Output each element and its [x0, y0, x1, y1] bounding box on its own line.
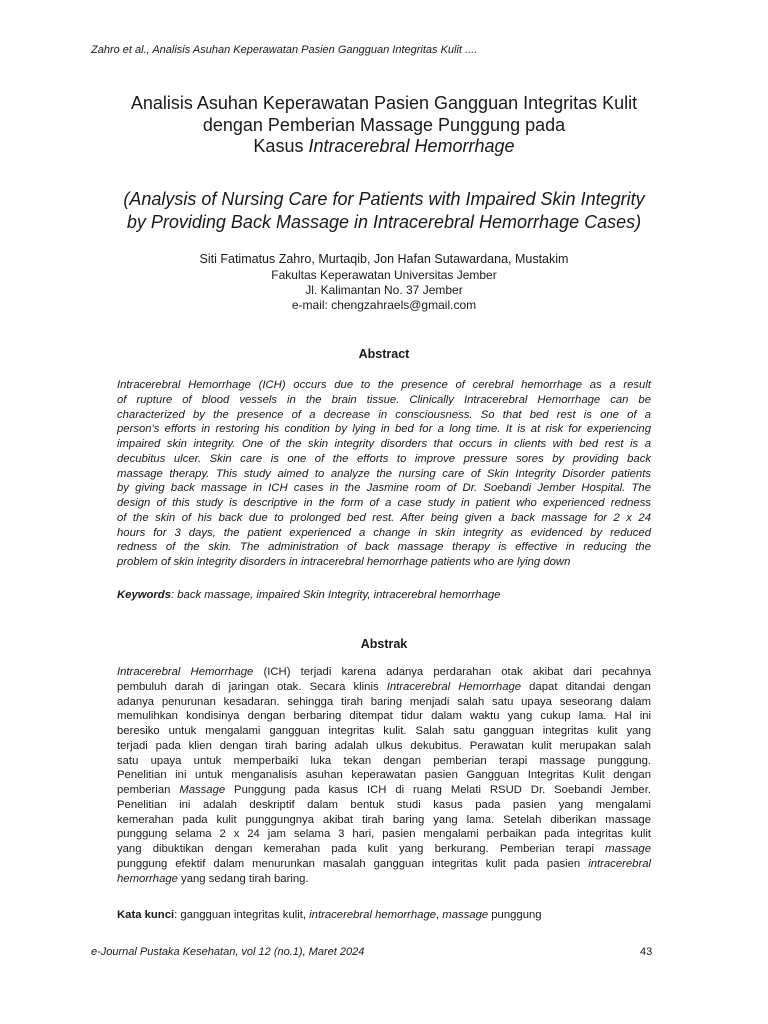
- title-text: Kasus: [253, 136, 309, 156]
- abstract-line: [117, 680, 651, 695]
- affiliation-faculty: Fakultas Keperawatan Universitas Jember: [271, 268, 497, 282]
- abstract-line: decubitus ulcer. Skin care is one of the efforts to improve pressure sores by providing back: [117, 452, 651, 465]
- abstract-english: [117, 378, 651, 570]
- abstract-line: memulihkan kondisinya dengan berbaring ditempat tidur dalam waktu yang cukup lama. Hal ini: [117, 710, 651, 723]
- abstract-line: person's efforts in restoring his condition by lying in bed for a long time. It is at risk for experiencing: [117, 423, 651, 436]
- abstract-line: [117, 783, 651, 798]
- text: ,: [436, 909, 443, 921]
- abstract-indonesian: [117, 665, 651, 886]
- abstract-line: characterized by the presence of a decrease in consciousness. So that bed rest is one of a: [117, 408, 651, 421]
- abstract-line: of rupture of blood vessels in the brain tissue. Clinically Intracerebral Hemorrhage can be: [117, 393, 651, 406]
- abstract-line: Penelitian ini untuk menganalisis asuhan keperawatan pasien Gangguan Integritas Kulit dengan: [117, 769, 651, 782]
- abstract-line: [117, 857, 651, 872]
- abstrak-heading: Abstrak: [360, 637, 408, 651]
- text: punggung: [488, 909, 542, 921]
- abstract-line: satu upaya untuk memperbaiki luka tekan dengan pemberian terapi massage punggung.: [117, 754, 651, 767]
- abstract-line: [117, 872, 651, 887]
- abstract-line: hours for 3 days, the patient experienced a change in skin integrity as evidenced by reduced: [117, 526, 651, 539]
- text: pembuluh darah di jaringan otak. Secara klinis: [117, 680, 387, 693]
- title-line: [40, 136, 728, 158]
- keywords-text: : back massage, impaired Skin Integrity, intracerebral hemorrhage: [171, 589, 501, 601]
- affiliation-email: e-mail: chengzahraels@gmail.com: [291, 298, 477, 312]
- text: yang dibuktikan dengan kemerahan pada kulit yang berkurang. Pemberian terapi: [117, 843, 606, 855]
- title-line: Analisis Asuhan Keperawatan Pasien Gangguan Integritas Kulit: [130, 93, 638, 113]
- abstract-heading: Abstract: [358, 347, 410, 361]
- title-line: by Providing Back Massage in Intracerebral Hemorrhage Cases): [126, 212, 642, 232]
- title-line: dengan Pemberian Massage Punggung pada: [202, 114, 566, 135]
- abstract-line: of the skin of his back due to prolonged bed rest. After being given a back massage for 2 x 24: [117, 511, 651, 524]
- text: yang sedang tirah baring.: [177, 872, 309, 885]
- keywords: [117, 588, 651, 602]
- text: punggung efektif dalam menurunkan masalah gangguan integritas kulit pada pasien: [117, 857, 589, 870]
- author-list: Siti Fatimatus Zahro, Murtaqib, Jon Hafan Sutawardana, Mustakim: [199, 252, 569, 266]
- title-line: (Analysis of Nursing Care for Patients with Impaired Skin Integrity: [123, 189, 645, 209]
- italic-term: Intracerebral Hemorrhage: [117, 666, 254, 678]
- kata-kunci: [117, 908, 651, 922]
- abstract-line: problem of skin integrity disorders in intracerebral hemorrhage patients who are lying down: [117, 556, 571, 568]
- italic-term: Massage: [179, 784, 226, 796]
- italic-term: intracerebral hemorrhage: [309, 909, 437, 921]
- abstract-line: design of this study is descriptive in the form of a case study in patient who experienced redness: [117, 497, 651, 509]
- text: dapat ditandai dengan: [521, 680, 651, 693]
- italic-term: hemorrhage: [117, 872, 178, 885]
- abstract-line: kemerahan pada kulit punggungnya akibat tirah baring yang lama. Setelah diberikan massage: [117, 813, 651, 826]
- text: Punggung pada kasus ICH di ruang Melati RSUD Dr. Soebandi Jember.: [225, 784, 651, 796]
- abstract-line: [117, 665, 651, 680]
- abstract-line: redness of the skin. The administration of back massage therapy is effective in reducing the: [117, 541, 651, 554]
- running-head: Zahro et al., Analisis Asuhan Keperawatan Pasien Gangguan Integritas Kulit ....: [91, 44, 478, 56]
- title-italic-text: Intracerebral Hemorrhage: [308, 136, 515, 156]
- affiliation-address: Jl. Kalimantan No. 37 Jember: [305, 283, 463, 297]
- text: (ICH) terjadi karena adanya perdarahan otak akibat dari pecahnya: [253, 666, 651, 678]
- abstract-line: [117, 842, 651, 857]
- abstract-line: by giving back massage in ICH cases in the Jasmine room of Dr. Soebandi Jember Hospital. The: [117, 482, 651, 495]
- abstract-line: adanya penurunan kesadaran. sehingga tirah baring menjadi salah satu upaya seseorang dalam: [117, 695, 651, 708]
- abstract-line: Intracerebral Hemorrhage (ICH) occurs due to the presence of cerebral hemorrhage as a result: [117, 379, 651, 391]
- kata-kunci-label: Kata kunci: [117, 909, 175, 921]
- paper-title-english: [40, 188, 728, 234]
- abstract-line: Penelitian ini adalah deskriptif dalam bentuk studi kasus pada pasien yang mengalami: [117, 798, 651, 811]
- abstract-line: punggung selama 2 x 24 jam selama 3 hari, pasien mengalami perbaikan pada integritas kulit: [117, 828, 651, 841]
- abstract-line: terjadi pada klien dengan tirah baring adalah ulkus dekubitus. Perawatan kulit merupakan salah: [117, 739, 651, 752]
- affiliation: [40, 268, 728, 313]
- italic-term: massage: [442, 909, 489, 921]
- text: pemberian: [117, 784, 180, 796]
- paper-title-indonesian: [40, 93, 728, 158]
- page-number: 43: [640, 946, 653, 958]
- italic-term: intracerebral: [588, 857, 651, 870]
- abstract-line: massage therapy. This study aimed to analyze the nursing care of Skin Integrity Disorder patients: [117, 467, 651, 480]
- footer-journal: e-Journal Pustaka Kesehatan, vol 12 (no.1), Maret 2024: [91, 946, 365, 958]
- text: : gangguan integritas kulit,: [174, 909, 310, 921]
- abstract-line: impaired skin integrity. One of the skin integrity disorders that occurs in clients with bed rest is a: [117, 438, 651, 450]
- abstract-line: beresiko untuk mengalami gangguan integritas kulit. Salah satu gangguan integritas kulit yang: [117, 725, 651, 737]
- keywords-label: Keywords: [117, 589, 171, 601]
- italic-term: Intracerebral Hemorrhage: [386, 680, 522, 693]
- italic-term: massage: [605, 843, 651, 855]
